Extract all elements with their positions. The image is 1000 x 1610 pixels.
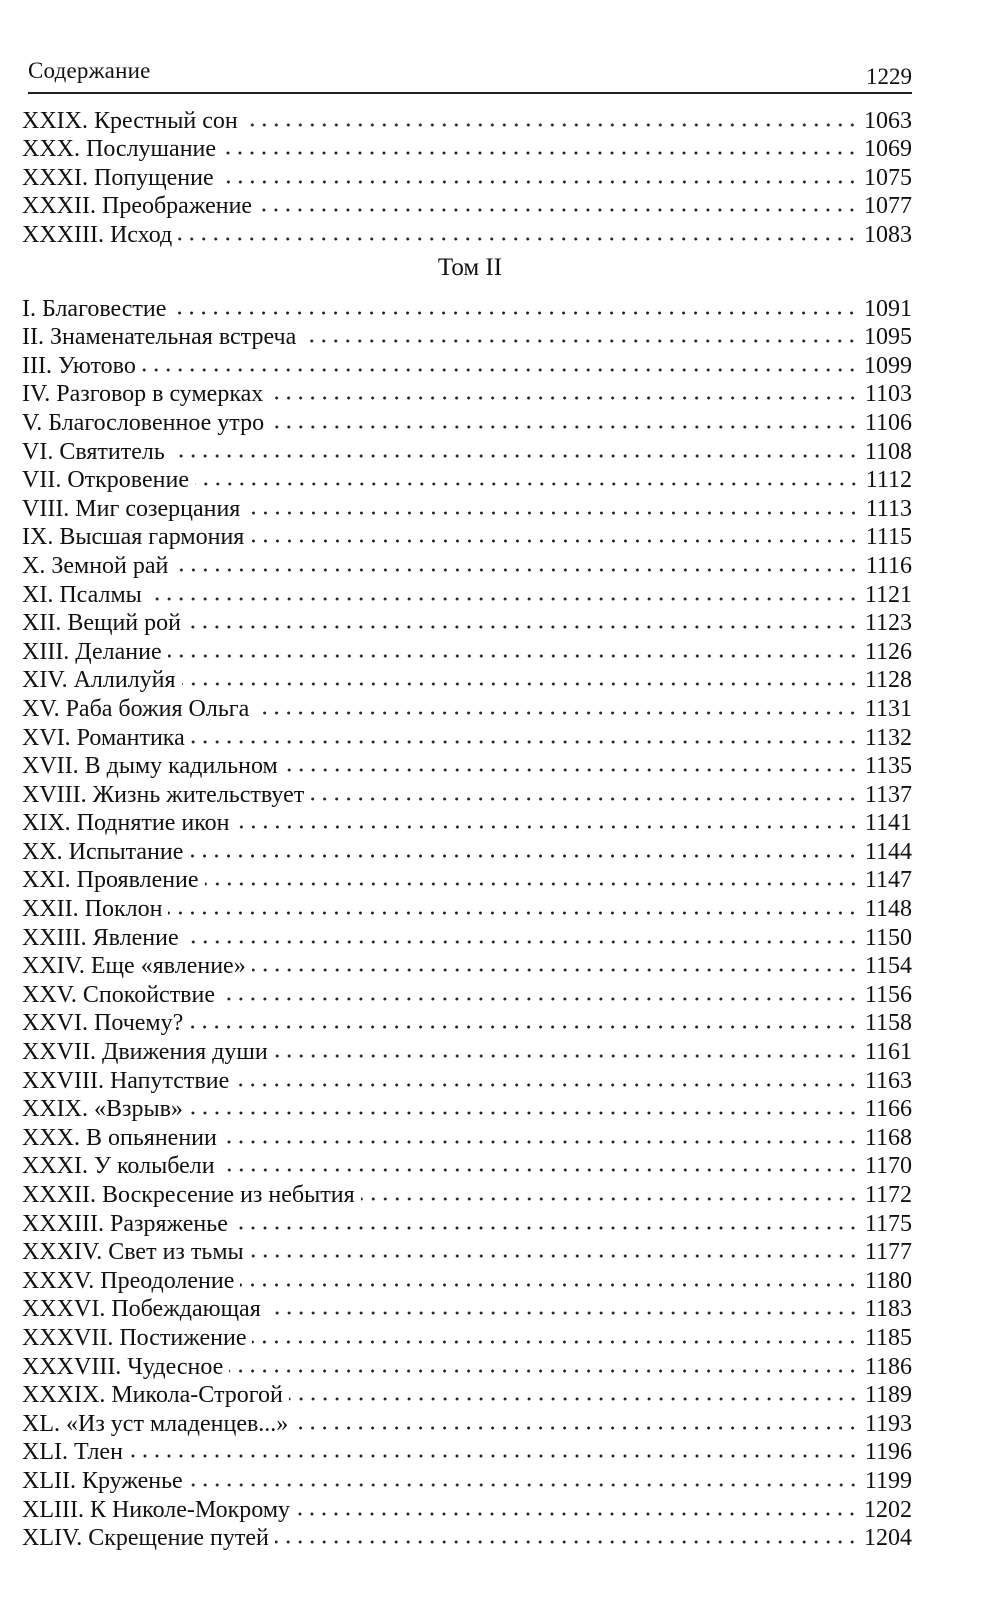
dot-leader	[255, 709, 859, 717]
toc-entry-page: 1103	[864, 381, 912, 408]
toc-entry-title: XLIII. К Николе-Мокрому	[22, 1496, 291, 1523]
toc-entry-page: 1077	[864, 193, 912, 220]
toc-entry-title: XXXVI. Побеждающая	[22, 1296, 261, 1323]
toc-entry-page: 1075	[864, 164, 912, 191]
dot-leader	[252, 966, 859, 974]
toc-entry-title: III. Уютово	[22, 352, 136, 379]
toc-entry-page: 1147	[864, 867, 912, 894]
dot-leader	[284, 766, 859, 774]
toc-entry-page: 1137	[864, 781, 912, 808]
toc-entry	[22, 866, 912, 895]
toc-entry	[22, 351, 912, 380]
dot-leader	[294, 1424, 859, 1432]
toc-entry-page: 1166	[864, 1096, 912, 1123]
toc-entry-title: XLI. Тлен	[22, 1439, 123, 1466]
toc-entry-page: 1144	[864, 838, 912, 865]
toc-entry-title: XXXIII. Разряженье	[22, 1210, 228, 1237]
dot-leader	[229, 1367, 859, 1375]
toc-entry-page: 1113	[865, 495, 912, 522]
toc-entry-page: 1177	[864, 1239, 912, 1266]
volume-heading: Том II	[437, 254, 503, 281]
toc-entry-title: XXIX. «Взрыв»	[22, 1096, 183, 1123]
toc-entry-page: 1185	[864, 1324, 912, 1351]
toc-entry	[22, 1381, 912, 1410]
toc-entry	[22, 666, 912, 695]
dot-leader	[289, 1395, 859, 1403]
toc-entry-title: XXXII. Преображение	[22, 193, 253, 220]
dot-leader	[174, 566, 859, 574]
toc-entry	[22, 809, 912, 838]
toc-entry-title: XX. Испытание	[22, 838, 184, 865]
dot-leader	[252, 1338, 858, 1346]
toc-entry-page: 1095	[864, 324, 912, 351]
dot-leader	[235, 1081, 859, 1089]
toc-entry	[22, 523, 912, 552]
dot-leader	[223, 1138, 859, 1146]
toc-entry-title: VIII. Миг созерцания	[22, 495, 241, 522]
toc-entry-title: XXIX. Крестный сон	[22, 107, 238, 134]
toc-entry	[22, 837, 912, 866]
dot-leader	[221, 995, 859, 1003]
toc-entry-page: 1112	[865, 467, 912, 494]
toc-entry-page: 1163	[864, 1067, 912, 1094]
toc-entry-title: XXVIII. Напутствие	[22, 1067, 230, 1094]
toc-entry	[22, 494, 912, 523]
dot-leader	[258, 206, 858, 214]
toc-entry-page: 1116	[865, 552, 912, 579]
toc-entry	[22, 1209, 912, 1238]
toc-entry	[22, 1266, 912, 1295]
dot-leader	[222, 149, 858, 157]
dot-leader	[189, 852, 859, 860]
toc-entry-title: XXIV. Еще «явление»	[22, 953, 246, 980]
toc-entry-title: XXX. В опьянении	[22, 1124, 217, 1151]
toc-entry-page: 1131	[864, 695, 912, 722]
toc-entry-title: XI. Псалмы	[22, 581, 142, 608]
dot-leader	[171, 452, 859, 460]
toc-entry-page: 1204	[864, 1525, 912, 1552]
dot-leader	[246, 509, 859, 517]
toc-entry	[22, 1180, 912, 1209]
dot-leader	[250, 537, 859, 545]
toc-entry	[22, 380, 912, 409]
toc-entry-page: 1186	[864, 1353, 912, 1380]
dot-leader	[269, 394, 859, 402]
toc-entry	[22, 980, 912, 1009]
dot-leader	[189, 1109, 859, 1117]
dot-leader	[240, 1281, 859, 1289]
toc-entry	[22, 1152, 912, 1181]
toc-entry-page: 1128	[864, 667, 912, 694]
dot-leader	[189, 1481, 859, 1489]
toc-entry-page: 1168	[864, 1124, 912, 1151]
toc-entry-title: XIV. Аллилуйя	[22, 667, 176, 694]
toc-entry	[22, 106, 912, 135]
toc-entry	[22, 952, 912, 981]
toc-entry	[22, 723, 912, 752]
toc-entry-title: XXXI. У колыбели	[22, 1153, 215, 1180]
running-title: Содержание	[28, 58, 151, 83]
toc-entry-title: XXII. Поклон	[22, 896, 163, 923]
toc-entry-page: 1180	[864, 1267, 912, 1294]
toc-entry	[22, 609, 912, 638]
toc-entry	[22, 192, 912, 221]
toc-entry	[22, 694, 912, 723]
toc-entry	[22, 1037, 912, 1066]
toc-entry-title: X. Земной рай	[22, 552, 169, 579]
dot-leader	[236, 823, 859, 831]
toc-entry-title: XIX. Поднятие икон	[22, 810, 230, 837]
toc-entry-page: 1063	[864, 107, 912, 134]
toc-entry-title: I. Благовестие	[22, 295, 167, 322]
toc-entry-page: 1172	[864, 1182, 912, 1208]
dot-leader	[250, 1252, 859, 1260]
dot-leader	[274, 1052, 859, 1060]
toc-entry-title: XXXII. Воскресение из небытия	[22, 1182, 355, 1208]
toc-entry-title: XVIII. Жизнь жительствует	[22, 781, 305, 808]
dot-leader	[296, 1510, 858, 1518]
toc-entry-title: XXV. Спокойствие	[22, 981, 216, 1008]
toc-entry-title: VI. Святитель	[22, 438, 165, 465]
toc-entry	[22, 135, 912, 164]
toc-entry-page: 1132	[864, 724, 912, 751]
toc-entry-title: XXIII. Явление	[22, 924, 179, 951]
toc-entry	[22, 923, 912, 952]
toc-entry	[22, 1238, 912, 1267]
dot-leader	[195, 480, 860, 488]
toc-entry-page: 1189	[864, 1382, 912, 1409]
dot-leader	[191, 738, 859, 746]
toc-entry-title: XLII. Круженье	[22, 1467, 183, 1494]
toc-volume-one-continuation	[22, 106, 912, 249]
toc-entry-title: XIII. Делание	[22, 638, 162, 665]
toc-entry-page: 1135	[864, 753, 912, 780]
toc-entry	[22, 780, 912, 809]
dot-leader	[302, 337, 858, 345]
toc-entry-page: 1148	[864, 896, 912, 923]
toc-entry	[22, 1495, 912, 1524]
page-number: 1229	[866, 64, 912, 89]
toc-entry-title: II. Знаменательная встреча	[22, 324, 297, 351]
toc-entry	[22, 1095, 912, 1124]
toc-entry-page: 1083	[864, 221, 912, 248]
toc-entry	[22, 580, 912, 609]
toc-entry	[22, 437, 912, 466]
toc-entry-title: XXXV. Преодоление	[22, 1267, 235, 1294]
toc-entry-title: XXXIII. Исход	[22, 221, 173, 248]
toc-entry-title: XXXIX. Микола-Строгой	[22, 1382, 283, 1409]
toc-entry-page: 1115	[865, 524, 912, 551]
toc-entry-title: XL. «Из уст младенцев...»	[22, 1410, 289, 1437]
toc-entry-page: 1150	[864, 924, 912, 951]
toc-entry-page: 1175	[864, 1210, 912, 1237]
dot-leader	[168, 652, 859, 660]
toc-volume-two	[22, 294, 912, 1552]
toc-entry-page: 1202	[864, 1496, 912, 1523]
toc-entry	[22, 894, 912, 923]
toc-entry	[22, 1323, 912, 1352]
toc-entry	[22, 1123, 912, 1152]
dot-leader	[182, 680, 859, 688]
dot-leader	[267, 1309, 859, 1317]
toc-entry-page: 1091	[864, 295, 912, 322]
dot-leader	[221, 1166, 859, 1174]
toc-entry-title: XXXVIII. Чудесное	[22, 1353, 224, 1380]
dot-leader	[244, 121, 858, 129]
dot-leader	[187, 623, 859, 631]
toc-entry	[22, 1066, 912, 1095]
toc-entry-title: XXXVII. Постижение	[22, 1324, 247, 1351]
dot-leader	[220, 178, 858, 186]
toc-entry	[22, 220, 912, 249]
toc-entry-page: 1183	[864, 1296, 912, 1323]
toc-entry	[22, 1009, 912, 1038]
toc-entry-title: XVII. В дыму кадильном	[22, 753, 278, 780]
toc-entry	[22, 551, 912, 580]
dot-leader	[148, 595, 859, 603]
dot-leader	[270, 423, 859, 431]
toc-entry-title: VII. Откровение	[22, 467, 189, 494]
dot-leader	[275, 1538, 858, 1546]
toc-entry	[22, 1409, 912, 1438]
toc-entry-title: IV. Разговор в сумерках	[22, 381, 264, 408]
dot-leader	[189, 1023, 859, 1031]
toc-entry-page: 1196	[864, 1439, 912, 1466]
toc-entry	[22, 752, 912, 781]
toc-entry	[22, 1466, 912, 1495]
toc-entry	[22, 466, 912, 495]
toc-entry-title: XII. Вещий рой	[22, 610, 181, 637]
toc-entry	[22, 323, 912, 352]
toc-entry-title: XV. Раба божия Ольга	[22, 695, 250, 722]
dot-leader	[172, 309, 858, 317]
toc-entry-page: 1069	[864, 136, 912, 163]
toc-entry-title: XVI. Романтика	[22, 724, 185, 751]
toc-entry-page: 1108	[864, 438, 912, 465]
toc-entry-title: XXXI. Попущение	[22, 164, 214, 191]
toc-entry-page: 1141	[864, 810, 912, 837]
dot-leader	[178, 235, 858, 243]
dot-leader	[185, 938, 859, 946]
toc-entry-page: 1158	[864, 1010, 912, 1037]
toc-entry-page: 1161	[864, 1039, 912, 1066]
toc-entry	[22, 294, 912, 323]
toc-entry	[22, 637, 912, 666]
toc-entry	[22, 1352, 912, 1381]
dot-leader	[205, 880, 859, 888]
dot-leader	[168, 909, 858, 917]
toc-entry-page: 1121	[864, 581, 912, 608]
dot-leader	[234, 1224, 859, 1232]
toc-entry	[22, 1438, 912, 1467]
dot-leader	[361, 1195, 859, 1203]
toc-entry-title: XXVI. Почему?	[22, 1010, 184, 1037]
dot-leader	[310, 795, 859, 803]
toc-entry	[22, 163, 912, 192]
toc-entry-title: XXXIV. Свет из тьмы	[22, 1239, 244, 1266]
toc-entry-page: 1170	[864, 1153, 912, 1180]
toc-entry-page: 1126	[864, 638, 912, 665]
toc-entry	[22, 1524, 912, 1553]
running-header	[28, 52, 912, 94]
toc-entry-page: 1099	[864, 352, 912, 379]
dot-leader	[142, 366, 858, 374]
toc-entry	[22, 1295, 912, 1324]
toc-entry-title: XLIV. Скрещение путей	[22, 1525, 269, 1552]
toc-entry-title: XXI. Проявление	[22, 867, 199, 894]
toc-entry-page: 1106	[864, 409, 912, 436]
toc-entry-page: 1193	[864, 1410, 912, 1437]
dot-leader	[129, 1452, 859, 1460]
toc-entry	[22, 408, 912, 437]
toc-entry-title: V. Благословенное утро	[22, 409, 265, 436]
toc-entry-title: XXX. Послушание	[22, 136, 217, 163]
toc-entry-title: IX. Высшая гармония	[22, 524, 245, 551]
toc-entry-page: 1199	[864, 1467, 912, 1494]
toc-entry-title: XXVII. Движения души	[22, 1039, 268, 1066]
toc-entry-page: 1156	[864, 981, 912, 1008]
toc-entry-page: 1154	[864, 953, 912, 980]
toc-entry-page: 1123	[864, 610, 912, 637]
